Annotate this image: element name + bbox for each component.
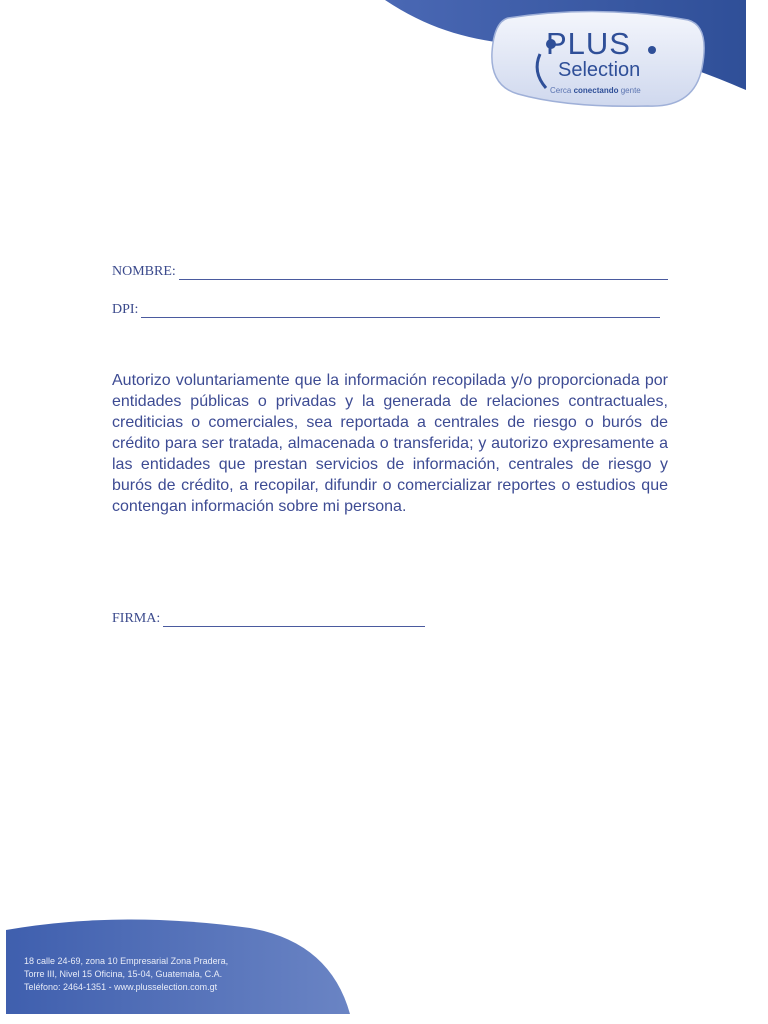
footer-line-3: Teléfono: 2464-1351 - www.plusselection.com.gt <box>24 982 218 992</box>
nombre-label: NOMBRE: <box>112 264 176 279</box>
firma-signature-line[interactable] <box>163 614 425 627</box>
plus-selection-logo <box>488 8 710 112</box>
firma-label: FIRMA: <box>112 611 161 626</box>
logo-brand-text: PLUS <box>546 26 631 61</box>
footer-address <box>24 955 228 994</box>
logo-tagline: Cerca conectando gente <box>550 86 641 95</box>
authorization-paragraph: Autorizo voluntariamente que la información recopilada y/o proporcionada por entidades públicas o privadas y la generada de relaciones contractuales, crediticias o comerciales, sea reportada a centrales de riesgo o burós de crédito para ser tratada, almacenada o transferida; y autorizo expresamente a las entidades que prestan servicios de información, centrales de riesgo y burós de crédito, a recopilar, difundir o comercializar reportes o estudios que contengan información sobre mi persona. <box>112 372 668 515</box>
logo-product-text: Selection <box>558 59 641 81</box>
dpi-signature-line[interactable] <box>141 305 660 318</box>
firma-field[interactable] <box>112 611 425 627</box>
footer-line-1: 18 calle 24-69, zona 10 Empresarial Zona Pradera, <box>24 956 229 966</box>
nombre-signature-line[interactable] <box>179 267 668 280</box>
footer-line-2: Torre III, Nivel 15 Oficina, 15-04, Guatemala, C.A. <box>24 969 223 979</box>
dpi-label: DPI: <box>112 302 139 317</box>
nombre-field[interactable] <box>112 264 668 280</box>
dpi-field[interactable] <box>112 302 660 318</box>
